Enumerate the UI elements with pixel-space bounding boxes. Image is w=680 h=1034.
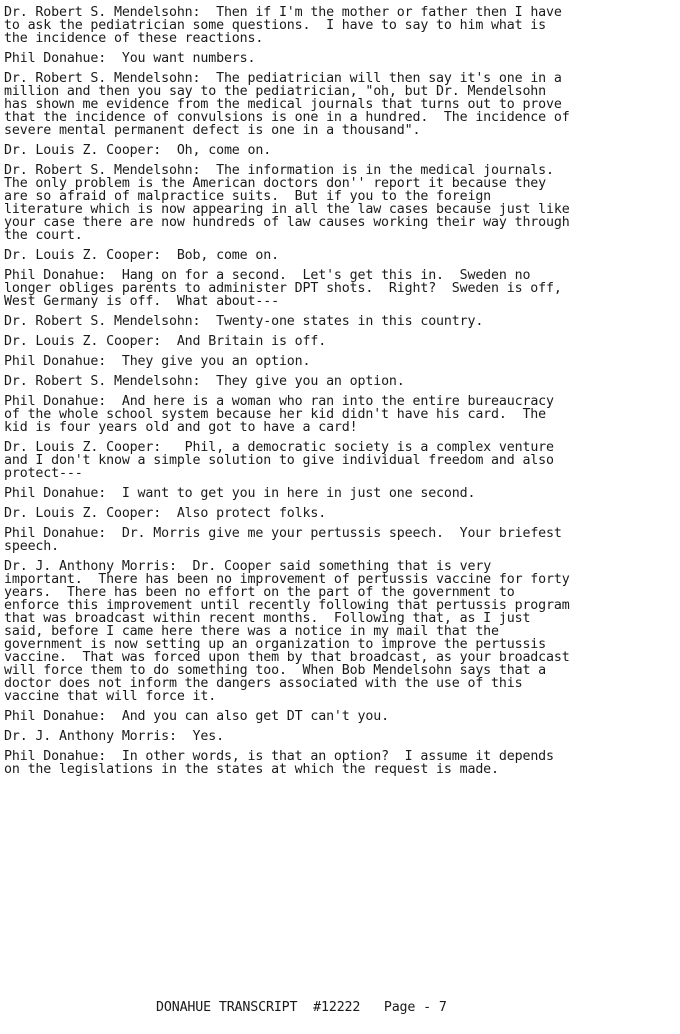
dialogue-text: Twenty-one states in this country. (200, 314, 484, 329)
dialogue-text: And you can also get DT can't you. (106, 709, 389, 724)
page-footer (156, 1000, 447, 1015)
footer-number: #12222 (313, 1000, 361, 1015)
transcript-paragraph (4, 730, 664, 743)
speaker-name: Phil Donahue: (4, 749, 107, 764)
speaker-name: Dr. Louis Z. Cooper: (4, 248, 162, 263)
speaker-name: Dr. J. Anthony Morris: (4, 559, 177, 574)
dialogue-text: You want numbers. (106, 51, 256, 66)
dialogue-text: They give you an option. (106, 354, 311, 369)
transcript-paragraph (4, 335, 664, 348)
speaker-name: Phil Donahue: (4, 526, 107, 541)
footer-page-number: Page - 7 (383, 1000, 447, 1015)
speaker-name: Phil Donahue: (4, 51, 107, 66)
dialogue-text: Then if I'm the mother or father then I have to ask the pediatrician some questions. I have to say to him what is the incidence of these reactions. (4, 5, 562, 46)
speaker-name: Dr. J. Anthony Morris: (4, 729, 177, 744)
dialogue-text: Yes. (176, 729, 224, 744)
speaker-name: Phil Donahue: (4, 354, 107, 369)
transcript-paragraph (4, 560, 664, 703)
speaker-name: Dr. Louis Z. Cooper: (4, 440, 162, 455)
transcript-paragraph (4, 441, 664, 480)
dialogue-text: I want to get you in here in just one second. (106, 486, 476, 501)
transcript-paragraph (4, 507, 664, 520)
speaker-name: Dr. Robert S. Mendelsohn: (4, 374, 201, 389)
speaker-name: Dr. Robert S. Mendelsohn: (4, 5, 201, 20)
transcript-paragraph (4, 487, 664, 500)
transcript-paragraph (4, 710, 664, 723)
transcript-paragraph (4, 164, 664, 242)
transcript-paragraph (4, 52, 664, 65)
speaker-name: Dr. Louis Z. Cooper: (4, 506, 162, 521)
transcript-paragraph (4, 395, 664, 434)
speaker-name: Phil Donahue: (4, 394, 107, 409)
transcript-paragraph (4, 355, 664, 368)
dialogue-text: Dr. Cooper said something that is very important. There has been no improvement of pertussis vaccine for forty years. There has been no effort on the part of the government to enforce this improvement until recently following that pertussis program that was broadcast within recent months. Following that, as I just said, before I came here there was a notice in my mail that the government is now setting up an organization to improve the pertussis vaccine. That was forced upon them by that broadcast, as your broadcast will force them to do something too. When Bob Mendelsohn says that a doctor does not inform the dangers associated with the use of this vaccine that will force it. (4, 559, 570, 704)
transcript-paragraph (4, 375, 664, 388)
speaker-name: Dr. Robert S. Mendelsohn: (4, 71, 201, 86)
speaker-name: Dr. Louis Z. Cooper: (4, 143, 162, 158)
transcript-paragraph (4, 72, 664, 137)
transcript-paragraph (4, 144, 664, 157)
speaker-name: Dr. Robert S. Mendelsohn: (4, 314, 201, 329)
transcript-paragraph (4, 249, 664, 262)
transcript-paragraph (4, 269, 664, 308)
transcript-paragraph (4, 6, 664, 45)
transcript-body (4, 6, 664, 783)
speaker-name: Dr. Robert S. Mendelsohn: (4, 163, 201, 178)
dialogue-text: Oh, come on. (161, 143, 272, 158)
transcript-paragraph (4, 527, 664, 553)
speaker-name: Dr. Louis Z. Cooper: (4, 334, 162, 349)
dialogue-text: The pediatrician will then say it's one in a million and then you say to the pediatrician, "oh, but Dr. Mendelsohn has shown me evidence from the medical journals that turns out to prove that the incidence of convulsions is one in a hundred. The incidence of severe mental permanent defect is one in a thousand". (4, 71, 570, 138)
dialogue-text: In other words, is that an option? I assume it depends on the legislations in the states at which the request is made. (4, 749, 554, 777)
dialogue-text: Phil, a democratic society is a complex venture and I don't know a simple solution to give individual freedom and also protect--- (4, 440, 554, 481)
dialogue-text: Also protect folks. (161, 506, 327, 521)
speaker-name: Phil Donahue: (4, 709, 107, 724)
speaker-name: Phil Donahue: (4, 268, 107, 283)
speaker-name: Phil Donahue: (4, 486, 107, 501)
dialogue-text: The information is in the medical journals. The only problem is the American doctors don'' report it because they are so afraid of malpractice suits. But if you to the foreign literature which is now appearing in all the law cases because just like your case there are now hundreds of law causes working their way through the court. (4, 163, 570, 243)
dialogue-text: Bob, come on. (161, 248, 279, 263)
dialogue-text: Hang on for a second. Let's get this in. Sweden no longer obliges parents to administer DPT shots. Right? Sweden is off, West Germany is off. What about--- (4, 268, 562, 309)
transcript-paragraph (4, 750, 664, 776)
dialogue-text: And here is a woman who ran into the entire bureaucracy of the whole school system because her kid didn't have his card. The kid is four years old and got to have a card! (4, 394, 554, 435)
dialogue-text: And Britain is off. (161, 334, 327, 349)
dialogue-text: They give you an option. (200, 374, 405, 389)
dialogue-text: Dr. Morris give me your pertussis speech. Your briefest speech. (4, 526, 562, 554)
transcript-paragraph (4, 315, 664, 328)
footer-title: DONAHUE TRANSCRIPT (156, 1000, 298, 1015)
